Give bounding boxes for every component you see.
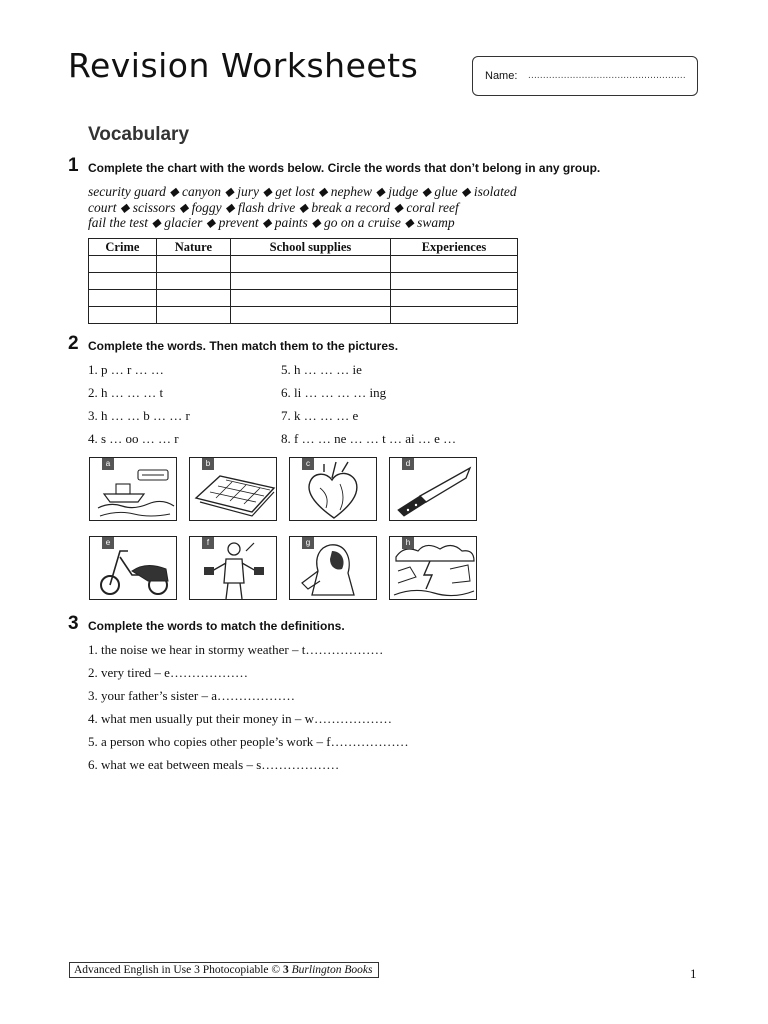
chart-cell[interactable] (89, 256, 157, 273)
chart-cell[interactable] (156, 273, 230, 290)
picture-label: g (302, 537, 314, 549)
footer-logo-three: 3 (283, 964, 289, 976)
definition-3: 3. your father’s sister – a……………… (88, 688, 296, 703)
question-1-instruction: Complete the chart with the words below. Circle the words that don’t belong in any group. (88, 161, 601, 175)
chart-header-row (89, 239, 518, 256)
definition-6: 6. what we eat between meals – s……………… (88, 757, 340, 772)
chart-cell[interactable] (230, 307, 390, 324)
picture-a (89, 457, 177, 521)
chart-cell[interactable] (230, 256, 390, 273)
picture-label: c (302, 458, 314, 470)
footer-copyright (69, 962, 379, 978)
chart-cell[interactable] (230, 273, 390, 290)
chart-cell[interactable] (89, 290, 157, 307)
question-3-instruction: Complete the words to match the definitions. (88, 619, 345, 633)
chart-cell[interactable] (390, 307, 517, 324)
definition-2: 2. very tired – e……………… (88, 665, 248, 680)
section-title: Vocabulary (88, 124, 190, 145)
name-dotted-line: ..................................................... (528, 70, 686, 81)
picture-e (89, 536, 177, 600)
chart-header-crime: Crime (89, 239, 157, 256)
chart-cell[interactable] (89, 307, 157, 324)
chart-row (89, 273, 518, 290)
picture-c (289, 457, 377, 521)
chart-header-nature: Nature (156, 239, 230, 256)
chart-cell[interactable] (156, 256, 230, 273)
chart-cell[interactable] (230, 290, 390, 307)
worksheet-title: Revision Worksheets (68, 46, 419, 85)
chart-cell[interactable] (156, 307, 230, 324)
picture-f (189, 536, 277, 600)
chart-header-experiences: Experiences (390, 239, 517, 256)
page-number: 1 (690, 966, 697, 981)
question-1-number: 1 (68, 155, 79, 176)
question-2-instruction: Complete the words. Then match them to the pictures. (88, 339, 399, 353)
chart-row (89, 307, 518, 324)
picture-label: h (402, 537, 414, 549)
word-line-1: security guard ⬥ canyon ⬥ jury ⬥ get lost ⬥ nephew ⬥ judge ⬥ glue ⬥ isolated (88, 184, 517, 199)
chart-cell[interactable] (390, 273, 517, 290)
picture-g (289, 536, 377, 600)
picture-label: f (202, 537, 214, 549)
word-item-1: 1. p … r … … (88, 362, 164, 377)
picture-b (189, 457, 277, 521)
word-line-2: court ⬥ scissors ⬥ foggy ⬥ flash drive ⬥ break a record ⬥ coral reef (88, 200, 459, 215)
name-field-box[interactable] (472, 56, 698, 96)
footer-text: Advanced English in Use 3 Photocopiable © (74, 964, 283, 976)
chart-cell[interactable] (390, 256, 517, 273)
word-item-4: 4. s … oo … … r (88, 431, 179, 446)
question-2-number: 2 (68, 333, 79, 354)
picture-label: b (202, 458, 214, 470)
word-item-7: 7. k … … … e (281, 408, 359, 423)
picture-label: d (402, 458, 414, 470)
word-item-8: 8. f … … ne … … t … ai … e … (281, 431, 457, 446)
word-line-3: fail the test ⬥ glacier ⬥ prevent ⬥ paints ⬥ go on a cruise ⬥ swamp (88, 215, 455, 230)
picture-h (389, 536, 477, 600)
chart-cell[interactable] (390, 290, 517, 307)
chart-cell[interactable] (89, 273, 157, 290)
chart-header-school-supplies: School supplies (230, 239, 390, 256)
picture-d (389, 457, 477, 521)
chart-row (89, 290, 518, 307)
name-label: Name: (485, 70, 518, 82)
definition-4: 4. what men usually put their money in – w……………… (88, 711, 393, 726)
vocabulary-chart (88, 238, 518, 324)
word-item-6: 6. li … … … … ing (281, 385, 387, 400)
word-item-3: 3. h … … b … … r (88, 408, 190, 423)
picture-label: e (102, 537, 114, 549)
chart-cell[interactable] (156, 290, 230, 307)
definition-1: 1. the noise we hear in stormy weather – t……………… (88, 642, 384, 657)
definition-5: 5. a person who copies other people’s work – f……………… (88, 734, 409, 749)
footer-brand: Burlington Books (288, 964, 373, 976)
picture-label: a (102, 458, 114, 470)
word-item-5: 5. h … … … ie (281, 362, 362, 377)
word-item-2: 2. h … … … t (88, 385, 164, 400)
chart-row (89, 256, 518, 273)
question-3-number: 3 (68, 613, 79, 634)
